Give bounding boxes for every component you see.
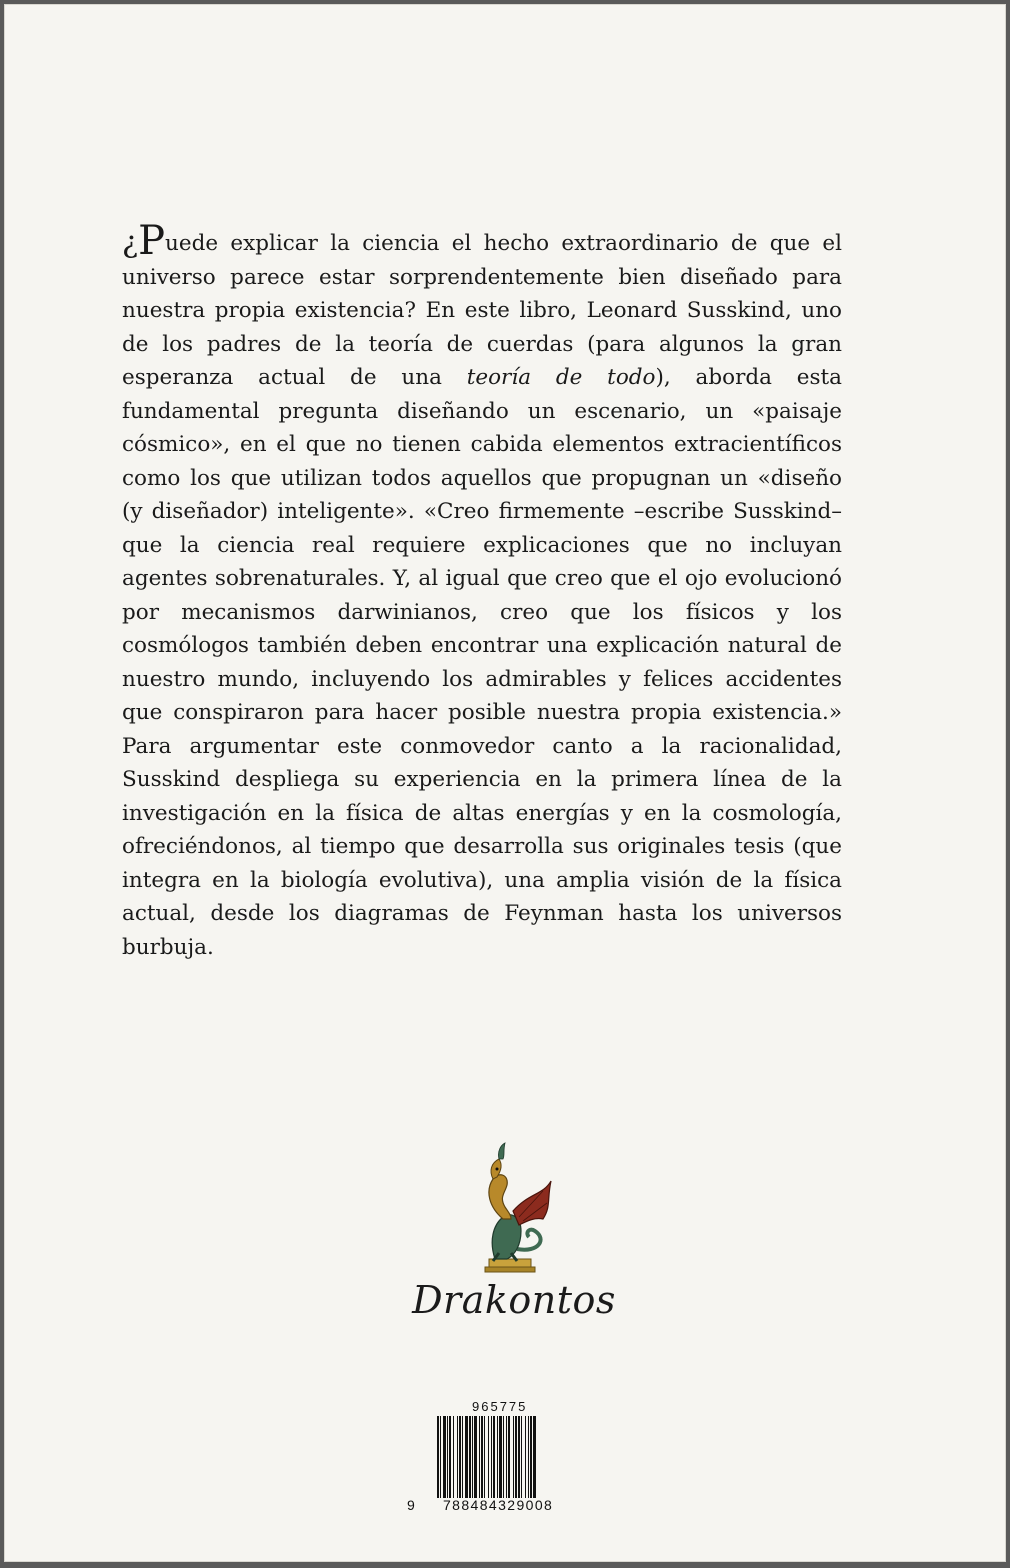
barcode-bar [503, 1416, 504, 1498]
barcode-bar [440, 1416, 441, 1498]
barcode-bar [453, 1416, 454, 1498]
barcode-bar [469, 1416, 471, 1498]
barcode-bar [525, 1416, 526, 1498]
barcode-bar [493, 1416, 495, 1498]
blurb-dropcap: P [138, 218, 166, 264]
barcode-digits: 788484329008 [443, 1497, 554, 1513]
barcode-top-code: 965775 [472, 1399, 528, 1414]
barcode-bar [497, 1416, 498, 1498]
blurb-text-part2: ), aborda esta fundamental pregunta diseñando un escenario, un «paisaje cósmico», en el que no tienen cabida elementos extracientíficos como los que utilizan todos aquellos que propugnan un «diseño (y diseñador) inteligente». «Creo firmemente –escribe Susskind– que la ciencia real requiere explicaciones que no incluyan agentes sobrenaturales. Y, al igual que creo que el ojo evolucionó por mecanismos darwinianos, creo que los físicos y los cosmólogos también deben encontrar una explicación natural de nuestro mundo, incluyendo los admirables y felices accidentes que conspiraron para hacer posible nuestra propia existencia.» Para argumentar este conmovedor canto a la racionalidad, Susskind despliega su experiencia en la primera línea de la investigación en la física de altas energías y en la cosmología, ofreciéndonos, al tiempo que desarrolla sus originales tesis (que integra en la biología evolutiva), una amplia visión de la física actual, desde los diagramas de Feynman hasta los universos burbuja. [122, 365, 842, 960]
barcode [407, 1399, 567, 1519]
back-cover [4, 4, 1006, 1562]
barcode-bar [513, 1416, 514, 1498]
barcode-bar [491, 1416, 492, 1498]
barcode-bar [474, 1416, 477, 1498]
barcode-bar [521, 1416, 522, 1498]
publisher-name: Drakontos [412, 1278, 616, 1322]
barcode-bar [481, 1416, 483, 1498]
barcode-bar [479, 1416, 480, 1498]
barcode-lead-digit: 9 [407, 1497, 415, 1513]
barcode-bar [437, 1416, 439, 1498]
barcode-bar [465, 1416, 468, 1498]
barcode-bar [506, 1416, 507, 1498]
barcode-bar [518, 1416, 520, 1498]
dragon-logo-icon [459, 1141, 559, 1281]
barcode-bar [472, 1416, 473, 1498]
blurb-paragraph [122, 218, 842, 964]
barcode-bar [484, 1416, 485, 1498]
barcode-bar [447, 1416, 448, 1498]
barcode-bar [533, 1416, 536, 1498]
barcode-bar [528, 1416, 529, 1498]
barcode-bar [457, 1416, 458, 1498]
blurb-italic-term: teoría de todo [466, 365, 656, 390]
barcode-bar [488, 1416, 489, 1498]
blurb-text-part1: uede explicar la ciencia el hecho extraordinario de que el universo parece estar sorprendentemente bien diseñado para nuestra propia existencia? En este libro, Leonard Susskind, uno de los padres de la teoría de cuerdas (para algunos la gran esperanza actual de una [122, 231, 842, 390]
barcode-bar [508, 1416, 510, 1498]
barcode-bar [449, 1416, 451, 1498]
blurb-open-question-mark: ¿ [122, 225, 139, 260]
barcode-bars [437, 1416, 559, 1498]
barcode-bar [530, 1416, 532, 1498]
barcode-bar [459, 1416, 461, 1498]
barcode-bar [443, 1416, 446, 1498]
barcode-bar [462, 1416, 463, 1498]
barcode-bar [515, 1416, 517, 1498]
barcode-bar [499, 1416, 502, 1498]
